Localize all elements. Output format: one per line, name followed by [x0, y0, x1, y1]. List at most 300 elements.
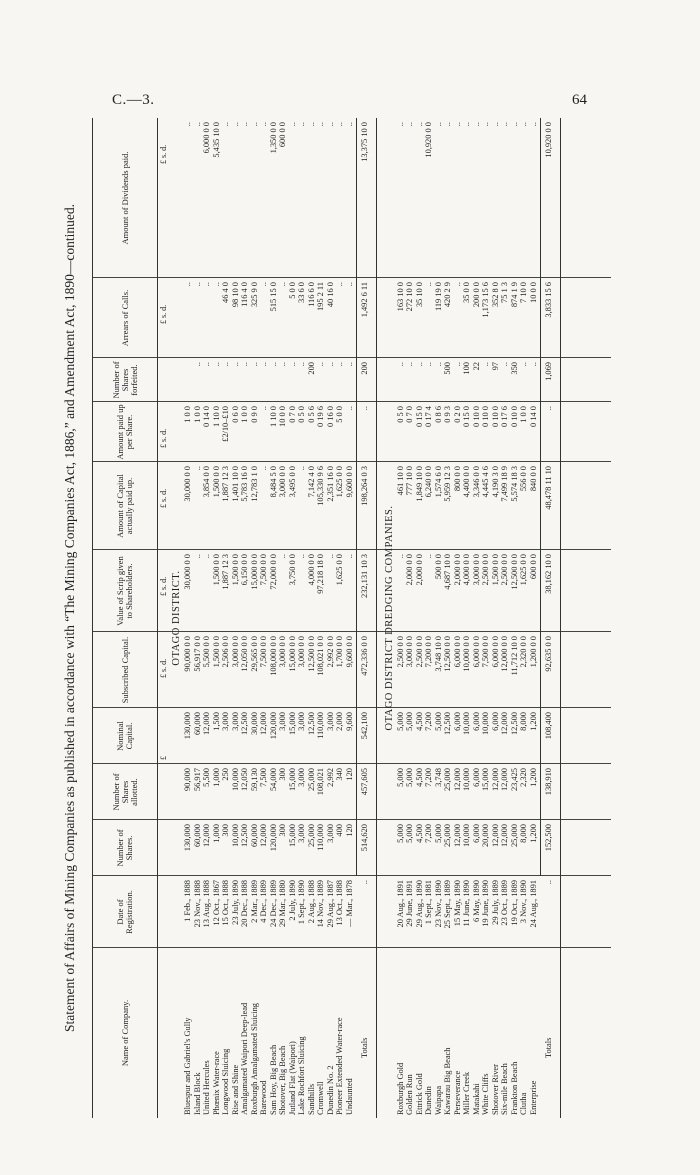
- unit-label: £: [159, 756, 168, 760]
- cell-allotted: 56,917: [192, 768, 202, 792]
- cell-date: 2 Aug., 1888: [306, 880, 316, 924]
- cell-dividends: ..: [490, 122, 500, 127]
- cell-allotted: 5,000: [405, 768, 414, 787]
- cell-scrip: 2,000 0 0: [414, 554, 424, 586]
- cell-allotted: 2,992: [325, 768, 335, 787]
- cell-dividends: 10,920 0 0: [544, 122, 553, 158]
- cell-allotted: 7,200: [424, 768, 433, 787]
- cell-per-share: 1 10 0: [268, 406, 278, 427]
- cell-scrip: 4,000 0 0: [306, 554, 316, 586]
- cell-forfeited: 350: [509, 362, 519, 375]
- cell-subscribed: 7,200 0 0: [424, 636, 433, 668]
- cell-subscribed: 9,600 0 0: [344, 636, 354, 668]
- cell-name: Phœnix Water-race: [211, 1051, 221, 1115]
- statement-title: Statement of Affairs of Mining Companies as published in accordance with “The Mining Companies Act, 1886,” and Amendment Act, 1890—continued.: [62, 204, 77, 1032]
- cell-name: Sam Hoy, Big Beach: [268, 1044, 278, 1115]
- cell-allotted: 54,000: [268, 768, 278, 792]
- cell-subscribed: 472,336 0 0: [360, 636, 369, 676]
- cell-shares: 5,000: [433, 824, 443, 843]
- cell-dividends: ..: [481, 122, 490, 127]
- cell-nominal: 9,600: [344, 712, 354, 731]
- cell-name: Miller Creek: [462, 1071, 471, 1115]
- cell-paid: 2,351 16 0: [325, 466, 335, 502]
- cell-date: 2 July, 1890: [287, 880, 297, 921]
- cell-name: Kawarau Big Beach: [443, 1047, 452, 1115]
- cell-arrears: 40 16 0: [325, 282, 335, 308]
- cell-forfeited: ..: [325, 362, 335, 367]
- column-header: Amount of Capital actually paid up.: [115, 474, 134, 538]
- cell-allotted: 250: [221, 768, 230, 781]
- cell-per-share: 0 15 0: [414, 406, 424, 427]
- table-row: [221, 118, 231, 1118]
- cell-per-share: ..: [344, 406, 354, 411]
- cell-name: Totals: [360, 1037, 369, 1058]
- cell-paid: 840 0 0: [528, 466, 538, 492]
- cell-arrears: 35 0 0: [462, 282, 471, 303]
- cell-subscribed: 7,500 0 0: [481, 636, 490, 668]
- unit-label: £ s. d.: [159, 144, 168, 164]
- cell-paid: 3,000 0 0: [278, 466, 287, 498]
- cell-forfeited: ..: [259, 362, 268, 367]
- cell-allotted: 1,000: [211, 768, 221, 787]
- cell-paid: 777 10 0: [405, 466, 414, 496]
- cell-forfeited: ..: [192, 362, 202, 367]
- table-row: [481, 118, 491, 1118]
- table-row: [307, 118, 317, 1118]
- cell-paid: 1,401 10 0: [230, 466, 240, 502]
- cell-scrip: 15,000 0 0: [249, 554, 259, 590]
- cell-subscribed: 56,917 0 0: [192, 636, 202, 672]
- cell-date: 24 Aug., 1891: [528, 880, 538, 928]
- cell-forfeited: 97: [490, 362, 500, 371]
- cell-subscribed: 5,500 0 0: [202, 636, 211, 668]
- cell-dividends: ..: [316, 122, 325, 127]
- cell-dividends: ..: [433, 122, 443, 127]
- cell-allotted: 340: [335, 768, 344, 781]
- cell-nominal: 6,000: [490, 712, 500, 731]
- column-header: Subscribed Capital.: [119, 636, 130, 704]
- cell-date: 14 Nov., 1889: [316, 880, 325, 928]
- cell-shares: 12,500: [240, 824, 249, 848]
- table-row: [405, 118, 415, 1118]
- cell-allotted: 12,000: [500, 768, 509, 792]
- cell-forfeited: ..: [500, 362, 509, 367]
- cell-per-share: 5 0 0: [335, 406, 344, 423]
- cell-nominal: 1,500: [211, 712, 221, 731]
- cell-nominal: 8,000: [519, 712, 528, 731]
- cell-scrip: 4,000 0 0: [462, 554, 471, 586]
- cell-forfeited: ..: [278, 362, 287, 367]
- cell-nominal: 12,000: [500, 712, 509, 736]
- cell-scrip: 2,500 0 0: [481, 554, 490, 586]
- cell-scrip: 7,500 0 0: [259, 554, 268, 586]
- cell-per-share: 0 9 3: [443, 406, 452, 423]
- cell-forfeited: ..: [424, 362, 433, 367]
- cell-allotted: 5,500: [202, 768, 211, 787]
- cell-nominal: 15,000: [287, 712, 297, 736]
- cell-shares: 12,000: [202, 824, 211, 848]
- cell-arrears: 116 6 0: [306, 282, 316, 307]
- cell-dividends: ..: [443, 122, 452, 127]
- cell-nominal: 30,000: [249, 712, 259, 736]
- cell-name: Rise and Shine: [230, 1064, 240, 1115]
- cell-date: 29 Mar., 1880: [278, 880, 287, 927]
- cell-shares: 10,000: [462, 824, 471, 848]
- cell-nominal: 5,000: [395, 712, 405, 731]
- cell-name: Frankton Beach: [509, 1061, 519, 1115]
- table-row: [462, 118, 472, 1118]
- cell-allotted: 457,605: [360, 768, 369, 796]
- header-rule: [157, 118, 158, 1118]
- cell-allotted: 25,000: [306, 768, 316, 792]
- cell-shares: 12,000: [490, 824, 500, 848]
- cell-nominal: 10,000: [462, 712, 471, 736]
- cell-nominal: 12,500: [509, 712, 519, 736]
- cell-paid: 5,574 18 3: [509, 466, 519, 502]
- cell-subscribed: 11,712 10 0: [509, 636, 519, 676]
- cell-name: Island Block: [192, 1072, 202, 1115]
- cell-arrears: 515 15 0: [268, 282, 278, 312]
- cell-per-share: 10 0 0: [278, 406, 287, 427]
- cell-shares: 1,000: [211, 824, 221, 843]
- cell-arrears: 35 10 0: [414, 282, 424, 308]
- cell-per-share: 0 14 0: [528, 406, 538, 427]
- cell-per-share: ..: [360, 406, 369, 411]
- cell-allotted: 15,000: [287, 768, 297, 792]
- cell-arrears: 874 1 9: [509, 282, 519, 308]
- section-rule: [560, 118, 561, 1118]
- cell-dividends: ..: [183, 122, 192, 127]
- cell-subscribed: 2,500 0 0: [395, 636, 405, 668]
- cell-dividends: ..: [325, 122, 335, 127]
- table-row: [250, 118, 260, 1118]
- cell-shares: 60,000: [192, 824, 202, 848]
- column-header: Arrears of Calls.: [119, 289, 130, 347]
- cell-name: Enterprise: [528, 1080, 538, 1115]
- cell-date: 29 July, 1889: [490, 880, 500, 925]
- cell-shares: 25,000: [509, 824, 519, 848]
- cell-paid: 1,849 10 0: [414, 466, 424, 502]
- cell-allotted: 25,000: [443, 768, 452, 792]
- cell-per-share: 0 5 0: [395, 406, 405, 423]
- cell-dividends: 1,350 0 0: [268, 122, 278, 154]
- cell-date: 23 Nov., 1888: [192, 880, 202, 928]
- cell-nominal: 5,000: [433, 712, 443, 731]
- cell-subscribed: 12,500 0 0: [306, 636, 316, 672]
- cell-allotted: 23,425: [509, 768, 519, 792]
- section-heading: OTAGO DISTRICT DREDGING COMPANIES.: [383, 505, 395, 731]
- cell-dividends: ..: [297, 122, 306, 127]
- cell-arrears: 33 6 0: [297, 282, 306, 303]
- cell-per-share: 0 10 0: [471, 406, 481, 427]
- cell-per-share: 0 10 0: [481, 406, 490, 427]
- cell-subscribed: 6,000 0 0: [471, 636, 481, 668]
- cell-subscribed: 1,500 0 0: [211, 636, 221, 668]
- cell-dividends: ..: [519, 122, 528, 127]
- cell-nominal: 12,500: [240, 712, 249, 736]
- cell-dividends: ..: [287, 122, 297, 127]
- cell-arrears: 116 4 0: [240, 282, 249, 307]
- column-header: Amount of Dividends paid.: [119, 151, 130, 245]
- table-row: [335, 118, 345, 1118]
- cell-forfeited: ..: [405, 362, 414, 367]
- cell-name: Six-mile Beach: [500, 1063, 509, 1115]
- cell-forfeited: ..: [297, 362, 306, 367]
- totals-rule: [540, 118, 541, 876]
- table-row: [326, 118, 336, 1118]
- cell-scrip: 600 0 0: [528, 554, 538, 580]
- cell-name: Roxburgh Amalgamated Sluicing: [249, 1003, 259, 1115]
- cell-per-share: 0 19 6: [316, 406, 325, 427]
- cell-date: 13 Oct., 1888: [335, 880, 344, 926]
- cell-paid: ..: [297, 466, 306, 471]
- cell-forfeited: ..: [211, 362, 221, 367]
- section-rule: [376, 118, 377, 1118]
- cell-name: United Hercules: [202, 1060, 211, 1115]
- cell-subscribed: 7,500 0 0: [259, 636, 268, 668]
- cell-arrears: 272 10 0: [405, 282, 414, 312]
- cell-dividends: 13,375 10 0: [360, 122, 369, 162]
- cell-shares: 10,000: [230, 824, 240, 848]
- cell-shares: 130,000: [183, 824, 192, 852]
- cell-shares: 152,500: [544, 824, 553, 852]
- table-row: [297, 118, 307, 1118]
- cell-name: Matakahi: [471, 1083, 481, 1115]
- cell-allotted: 90,000: [183, 768, 192, 792]
- cell-date: 23 July, 1890: [230, 880, 240, 925]
- cell-shares: 6,000: [471, 824, 481, 843]
- cell-dividends: ..: [405, 122, 414, 127]
- cell-nominal: 12,500: [306, 712, 316, 736]
- cell-date: ..: [360, 880, 369, 885]
- rotated-statement: [62, 118, 622, 1118]
- cell-shares: 120: [344, 824, 354, 837]
- cell-date: 25 Sept., 1889: [443, 880, 452, 929]
- cell-paid: 12,783 1 0: [249, 466, 259, 502]
- cell-paid: 1,625 0 0: [335, 466, 344, 498]
- cell-shares: 4,500: [414, 824, 424, 843]
- cell-scrip: 6,150 0 0: [240, 554, 249, 586]
- cell-forfeited: ..: [395, 362, 405, 367]
- cell-per-share: 1 10 0: [211, 406, 221, 427]
- cell-allotted: 2,320: [519, 768, 528, 787]
- cell-name: Ettrick Gold: [414, 1073, 424, 1115]
- cell-subscribed: 2,992 0 0: [325, 636, 335, 668]
- cell-arrears: 352 8 0: [490, 282, 500, 308]
- cell-name: Waipapa: [433, 1085, 443, 1115]
- cell-forfeited: 100: [462, 362, 471, 375]
- cell-arrears: 75 1 3: [500, 282, 509, 303]
- cell-per-share: ..: [259, 406, 268, 411]
- cell-scrip: 2,000 0 0: [452, 554, 462, 586]
- cell-scrip: 30,000 0 0: [183, 554, 192, 590]
- cell-arrears: 10 0 0: [528, 282, 538, 303]
- cell-subscribed: 12,500 0 0: [443, 636, 452, 672]
- totals-rule: [356, 118, 357, 876]
- cell-shares: 5,000: [395, 824, 405, 843]
- cell-dividends: ..: [192, 122, 202, 127]
- column-header: Nominal Capital.: [115, 721, 134, 751]
- cell-date: 2 Mar., 1889: [249, 880, 259, 923]
- cell-dividends: 5,435 10 0: [211, 122, 221, 158]
- cell-scrip: 1,887 12 3: [221, 554, 230, 590]
- cell-date: 15 May, 1890: [452, 880, 462, 927]
- cell-arrears: ..: [183, 282, 192, 287]
- cell-name: Jutland Flat (Waipori): [287, 1041, 297, 1115]
- cell-shares: 1,200: [528, 824, 538, 843]
- cell-dividends: ..: [500, 122, 509, 127]
- cell-subscribed: 92,635 0 0: [544, 636, 553, 672]
- cell-dividends: ..: [240, 122, 249, 127]
- cell-per-share: 0 5 6: [306, 406, 316, 423]
- cell-nominal: 3,000: [325, 712, 335, 731]
- cell-paid: 7,142 4 0: [306, 466, 316, 498]
- table-row: [519, 118, 529, 1118]
- section-heading: OTAGO DISTRICT.: [171, 570, 182, 666]
- table-row: [316, 118, 326, 1118]
- cell-name: Shotover River: [490, 1064, 500, 1115]
- cell-nominal: 2,000: [335, 712, 344, 731]
- cell-forfeited: ..: [249, 362, 259, 367]
- cell-allotted: 138,910: [544, 768, 553, 796]
- cell-name: White Cliffs: [481, 1073, 490, 1115]
- cell-name: Perseverance: [452, 1070, 462, 1115]
- unit-label: £ s. d.: [159, 658, 168, 678]
- cell-per-share: 0 8 6: [433, 406, 443, 423]
- cell-date: 1 Feb., 1888: [183, 880, 192, 922]
- unit-label: £ s. d.: [159, 488, 168, 508]
- cell-forfeited: ..: [414, 362, 424, 367]
- cell-name: Longwood Sluicing: [221, 1048, 230, 1115]
- cell-subscribed: 2,500 0 0: [414, 636, 424, 668]
- cell-name: Golden Run: [405, 1074, 414, 1115]
- cell-dividends: ..: [335, 122, 344, 127]
- cell-name: Sandhills: [306, 1083, 316, 1115]
- cell-name: Amalgamated Waipori Deep-lead: [240, 1002, 249, 1115]
- cell-arrears: 200 0 0: [471, 282, 481, 308]
- cell-paid: 198,264 0 3: [360, 466, 369, 506]
- cell-date: 1 Sept., 1890: [297, 880, 306, 925]
- table-row: [424, 118, 434, 1118]
- table-row: [415, 118, 425, 1118]
- table-row: [529, 118, 539, 1118]
- cell-subscribed: 1,200 0 0: [528, 636, 538, 668]
- cell-nominal: 1,200: [528, 712, 538, 731]
- cell-arrears: 98 10 0: [230, 282, 240, 308]
- cell-per-share: 0 10 0: [490, 406, 500, 427]
- table-row: [259, 118, 269, 1118]
- cell-nominal: 12,500: [443, 712, 452, 736]
- cell-shares: 300: [278, 824, 287, 837]
- cell-arrears: 1,173 15 6: [481, 282, 490, 318]
- cell-scrip: 38,162 10 0: [544, 554, 553, 594]
- cell-per-share: £2/10–£10: [221, 406, 230, 442]
- cell-dividends: ..: [462, 122, 471, 127]
- cell-name: Dunedin No. 2: [325, 1065, 335, 1115]
- cell-per-share: ..: [544, 406, 553, 411]
- cell-dividends: ..: [259, 122, 268, 127]
- cell-date: 29 June, 1891: [405, 880, 414, 927]
- cell-subscribed: 108,021 0 0: [316, 636, 325, 676]
- cell-arrears: 119 19 0: [433, 282, 443, 312]
- cell-forfeited: 200: [360, 362, 369, 375]
- cell-name: Cromwell: [316, 1081, 325, 1115]
- cell-scrip: 3,750 0 0: [287, 554, 297, 586]
- cell-shares: 12,000: [259, 824, 268, 848]
- cell-per-share: 1 0 0: [519, 406, 528, 423]
- cell-allotted: 3,000: [297, 768, 306, 787]
- cell-allotted: 300: [278, 768, 287, 781]
- cell-paid: 1,887 12 3: [221, 466, 230, 502]
- cell-nominal: 110,000: [316, 712, 325, 739]
- cell-shares: 12,000: [452, 824, 462, 848]
- cell-nominal: 130,000: [183, 712, 192, 740]
- table-row: [491, 118, 501, 1118]
- cell-scrip: ..: [297, 554, 306, 559]
- cell-paid: 8,484 5 0: [268, 466, 278, 498]
- cell-paid: 3,346 0 0: [471, 466, 481, 498]
- cell-date: 23 Nov., 1890: [433, 880, 443, 928]
- cell-name: Lake Rochfort Sluicing: [297, 1036, 306, 1115]
- cell-forfeited: ..: [335, 362, 344, 367]
- cell-date: 15 Oct., 1888: [221, 880, 230, 926]
- cell-forfeited: ..: [202, 362, 211, 367]
- cell-shares: 514,620: [360, 824, 369, 852]
- cell-shares: 8,000: [519, 824, 528, 843]
- cell-date: 3 Nov., 1890: [519, 880, 528, 924]
- cell-name: Totals: [544, 1037, 553, 1058]
- cell-per-share: 1 0 0: [240, 406, 249, 423]
- cell-subscribed: 6,000 0 0: [490, 636, 500, 668]
- cell-nominal: 4,500: [414, 712, 424, 731]
- cell-shares: 7,200: [424, 824, 433, 843]
- cell-shares: 110,000: [316, 824, 325, 851]
- unit-label: £ s. d.: [159, 428, 168, 448]
- cell-allotted: 1,200: [528, 768, 538, 787]
- cell-nominal: 3,000: [230, 712, 240, 731]
- cell-arrears: ..: [335, 282, 344, 287]
- cell-scrip: ..: [202, 554, 211, 559]
- cell-scrip: 72,000 0 0: [268, 554, 278, 590]
- column-header: Number of Shares forfeited.: [110, 361, 139, 399]
- cell-name: Shotover, Big Beach: [278, 1045, 287, 1115]
- cell-date: 24 Dec., 1889: [268, 880, 278, 927]
- cell-arrears: 325 9 0: [249, 282, 259, 308]
- cell-allotted: 10,000: [462, 768, 471, 792]
- cell-per-share: 0 6 0: [230, 406, 240, 423]
- cell-paid: 4,445 4 6: [481, 466, 490, 498]
- cell-forfeited: ..: [268, 362, 278, 367]
- cell-name: Barewood: [259, 1080, 268, 1115]
- cell-subscribed: 90,000 0 0: [183, 636, 192, 672]
- cell-paid: 461 10 0: [395, 466, 405, 496]
- cell-date: 29 Aug., 1890: [414, 880, 424, 928]
- table-row: [183, 118, 193, 1118]
- table-row: [202, 118, 212, 1118]
- cell-arrears: 163 10 0: [395, 282, 405, 312]
- cell-dividends: ..: [221, 122, 230, 127]
- cell-per-share: 0 5 0: [297, 406, 306, 423]
- cell-paid: 4,400 0 0: [462, 466, 471, 498]
- cell-dividends: ..: [395, 122, 405, 127]
- cell-allotted: 59,130: [249, 768, 259, 792]
- cell-scrip: 2,000 0 0: [405, 554, 414, 586]
- cell-per-share: 0 17 4: [424, 406, 433, 427]
- cell-arrears: ..: [202, 282, 211, 287]
- cell-shares: 12,000: [500, 824, 509, 848]
- cell-scrip: 97,218 18 0: [316, 554, 325, 594]
- cell-paid: 3,495 0 0: [287, 466, 297, 498]
